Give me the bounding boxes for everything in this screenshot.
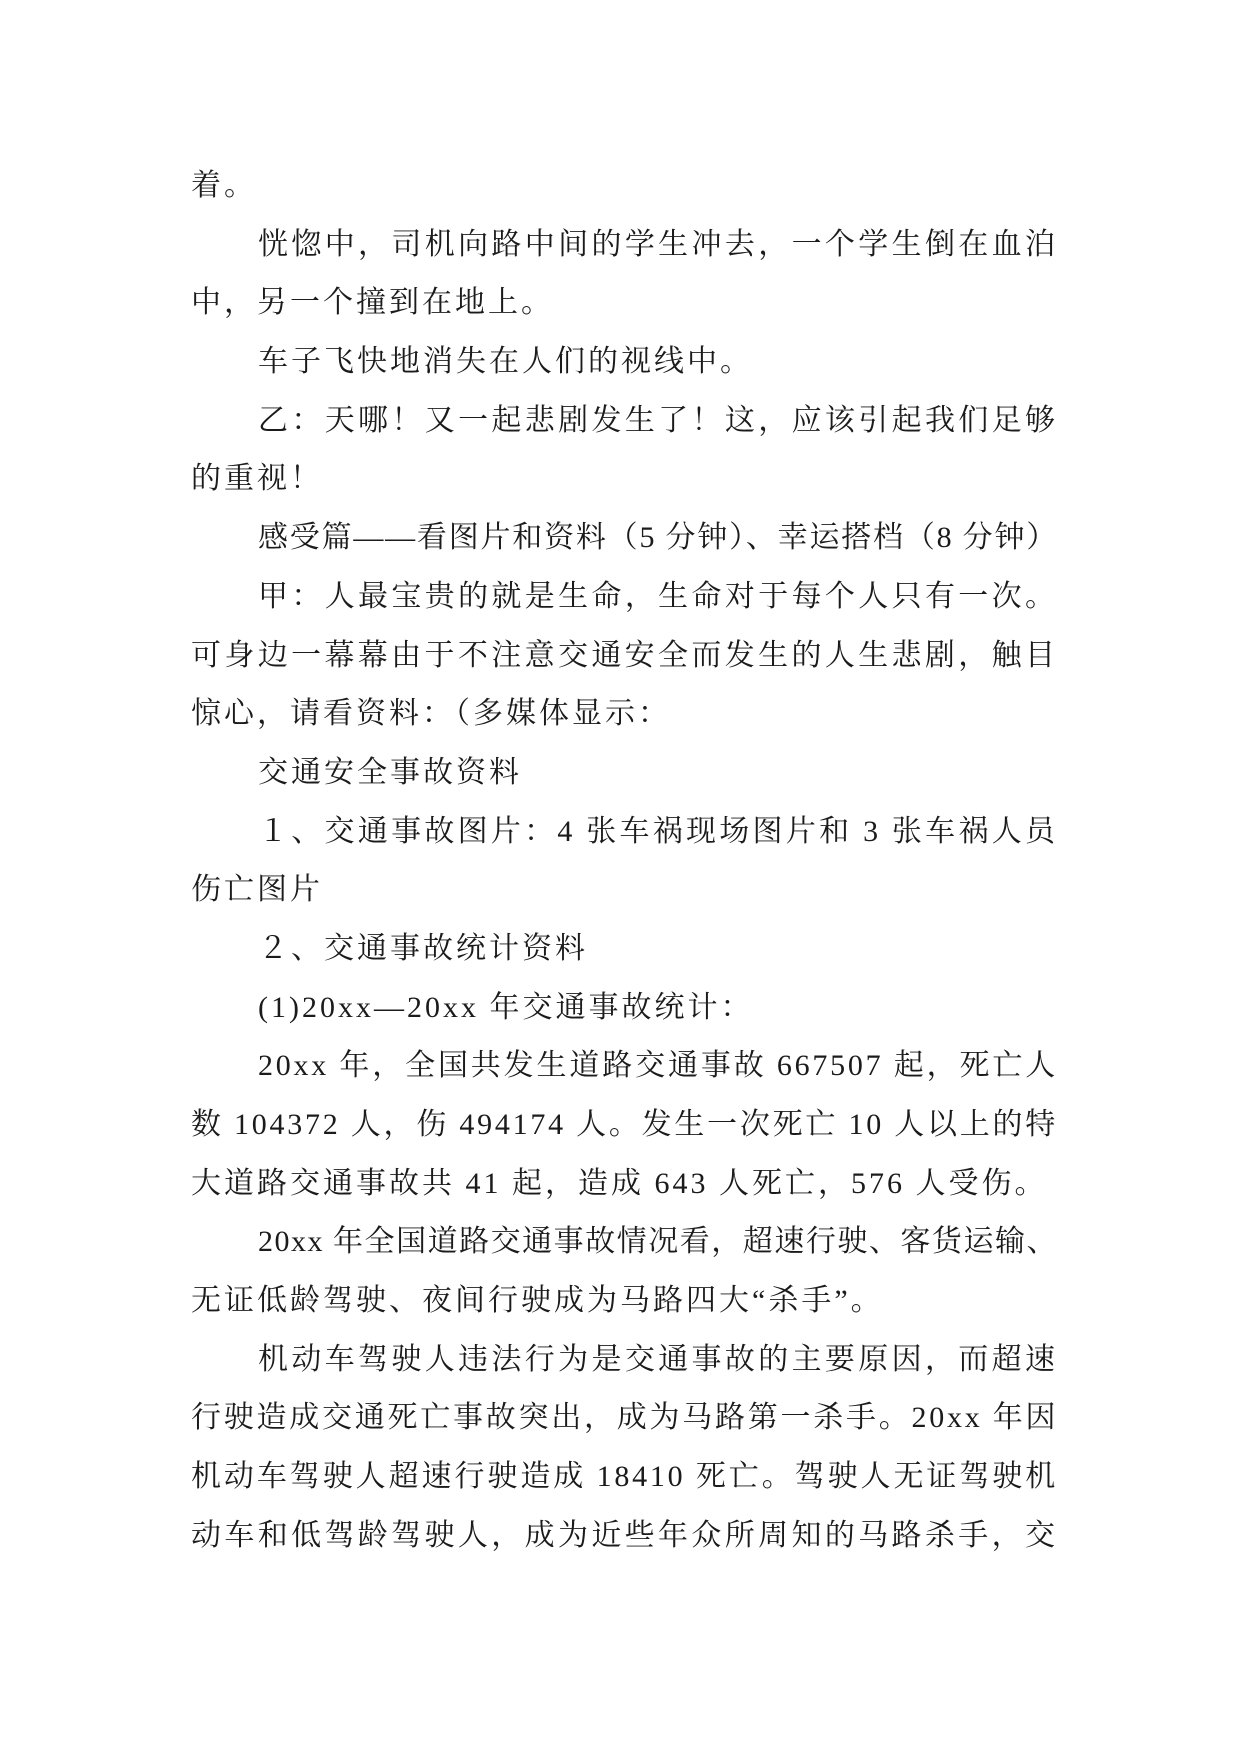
- paragraph: [191, 568, 1058, 744]
- text-line: 的重视！: [191, 462, 323, 496]
- text-line: 中，另一个撞到在地上。: [191, 286, 554, 320]
- paragraph: [191, 744, 1058, 803]
- paragraph: [191, 392, 1058, 509]
- text-line: (1)20xx—20xx 年交通事故统计：: [258, 990, 754, 1024]
- text-line: 伤亡图片: [191, 873, 323, 907]
- paragraph: [191, 509, 1058, 568]
- text-line: 20xx 年，全国共发生道路交通事故 667507 起，死亡人: [258, 1049, 1058, 1083]
- text-line: 行驶造成交通死亡事故突出，成为马路第一杀手。20xx 年因: [191, 1401, 1058, 1435]
- text-line: 动车和低驾龄驾驶人，成为近些年众所周知的马路杀手，交: [191, 1518, 1058, 1552]
- text-line: 惊心，请看资料：（多媒体显示：: [191, 697, 671, 731]
- text-line: 无证低龄驾驶、夜间行驶成为马路四大“杀手”。: [191, 1284, 884, 1318]
- text-line: 交通安全事故资料: [258, 755, 522, 789]
- paragraph: [191, 1331, 1058, 1566]
- text-line: 甲：人最宝贵的就是生命，生命对于每个人只有一次。: [258, 579, 1058, 613]
- text-line: 感受篇——看图片和资料（5 分钟）、幸运搭档（8 分钟）: [258, 521, 1058, 555]
- paragraph: [191, 920, 1058, 979]
- text-line: １、交通事故图片：4 张车祸现场图片和 3 张车祸人员: [258, 814, 1058, 848]
- text-line: ２、交通事故统计资料: [258, 931, 588, 965]
- text-line: 乙：天哪！又一起悲剧发生了！这，应该引起我们足够: [258, 403, 1058, 437]
- text-line: 大道路交通事故共 41 起，造成 643 人死亡，576 人受伤。: [191, 1166, 1048, 1200]
- paragraph: [191, 216, 1058, 333]
- text-line: 着。: [191, 169, 257, 202]
- document-body: [191, 157, 1058, 1566]
- paragraph: [191, 333, 1058, 392]
- text-line: 20xx 年全国道路交通事故情况看，超速行驶、客货运输、: [258, 1225, 1058, 1259]
- text-line: 车子飞快地消失在人们的视线中。: [258, 345, 753, 379]
- text-line: 机动车驾驶人违法行为是交通事故的主要原因，而超速: [258, 1342, 1058, 1376]
- paragraph: [191, 1213, 1058, 1330]
- text-line: 机动车驾驶人超速行驶造成 18410 死亡。驾驶人无证驾驶机: [191, 1460, 1058, 1494]
- paragraph: [191, 1037, 1058, 1213]
- text-line: 恍惚中，司机向路中间的学生冲去，一个学生倒在血泊: [258, 227, 1058, 261]
- paragraph: [191, 157, 1058, 216]
- paragraph: [191, 979, 1058, 1038]
- text-line: 可身边一幕幕由于不注意交通安全而发生的人生悲剧，触目: [191, 638, 1058, 672]
- text-line: 数 104372 人，伤 494174 人。发生一次死亡 10 人以上的特: [191, 1108, 1058, 1141]
- paragraph: [191, 803, 1058, 920]
